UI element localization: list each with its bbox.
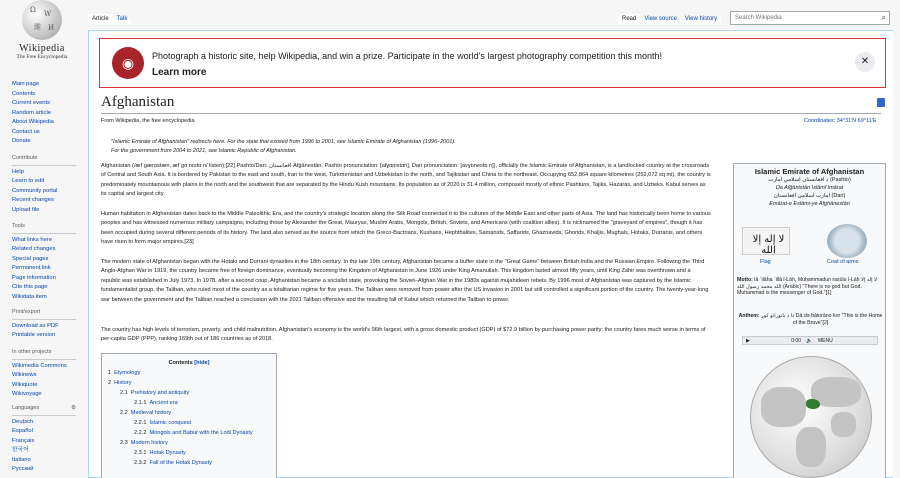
nav-print-heading: Print/export	[12, 308, 76, 320]
lang-espanol[interactable]: Español	[12, 428, 33, 434]
nav-download-pdf[interactable]: Download as PDF	[12, 322, 59, 329]
gear-icon[interactable]: ⚙	[71, 405, 76, 411]
nav-community-portal[interactable]: Community portal	[12, 187, 58, 194]
nav-printable-version[interactable]: Printable version	[12, 332, 56, 338]
lang-italiano[interactable]: Italiano	[12, 456, 31, 463]
volume-icon[interactable]: 🔈	[806, 338, 813, 344]
toc-item[interactable]: 2.2.1 Islamic conquest	[134, 420, 192, 426]
toc-item[interactable]: 2 History	[108, 380, 132, 386]
tagline: From Wikipedia, the free encyclopedia	[101, 118, 195, 124]
nav-wikivoyage[interactable]: Wikivoyage	[12, 391, 42, 397]
tab-talk[interactable]: Talk	[113, 14, 132, 24]
coordinates-link[interactable]: Coordinates: 34°31′N 69°11′E	[804, 118, 877, 124]
hatnote-redirect: "Islamic Emirate of Afghanistan" redirects here. For the state that existed from 1996 to 2001, see Islamic Emirate of Afghanistan (1996–2001).	[111, 139, 456, 145]
main-content	[88, 30, 893, 478]
hatnote-republic: For the government from 2004 to 2021, see Islamic Republic of Afghanistan.	[111, 148, 297, 154]
nav-about[interactable]: About Wikipedia	[12, 119, 54, 125]
search-input[interactable]: Search Wikipedia ⌕	[730, 11, 890, 25]
infobox	[733, 163, 886, 478]
toc-item[interactable]: 1 Etymology	[108, 370, 141, 376]
nav-donate[interactable]: Donate	[12, 138, 31, 144]
motto: Motto: lā ʾilāha ʾillā l-Lāh, Muḥammadun rasūlu l-Lāh لا إله إلا الله محمد رسول الله (Arabic) "There is no god but God. Muhammad is the messenger of God."[1]	[737, 277, 878, 296]
nav-main	[12, 80, 54, 147]
nav-current-events[interactable]: Current events	[12, 100, 51, 106]
photo-contest-banner	[99, 38, 886, 88]
flag-image[interactable]: لا إله إلا الله	[742, 227, 790, 255]
infobox-title: Islamic Emirate of Afghanistan	[754, 167, 865, 176]
wikipedia-logo[interactable]	[10, 0, 74, 70]
toc-item[interactable]: 2.3.2 Fall of the Hotak Dynasty	[134, 460, 212, 466]
nav-recent-changes[interactable]: Recent changes	[12, 197, 54, 203]
lock-icon[interactable]	[877, 98, 885, 107]
coat-of-arms-image[interactable]	[827, 224, 867, 258]
lang-russian[interactable]: Русский	[12, 466, 34, 472]
intro-paragraph-3: The modern state of Afghanistan began with the Hotaki and Durrani dynasties in the 18th century. In the late 19th century, Afghanistan became a buffer state in the "Great Game" between British India and the Russian Empire. Following the Third Anglo-Afghan War in 1919, the country became free of foreign dominance, eventually becoming the Kingdom of Afghanistan in June 1926 under King Amanullah. This kingdom lasted almost fifty years, until King Zahir was overthrown and a republic was established in July 1973. In 1978, after a second coup, Afghanistan became a socialist state, provoking the Soviet–Afghan War in the 1980s against mujahideen rebels. By 1996 most of Afghanistan was captured by the Islamic fundamentalist group, the Taliban, who ruled most of the country as a totalitarian regime for five years. The Taliban were removed from power after the US invasion in 2001 but still controlled a significant portion of the country. The twenty-year-long war between the government and the Taliban reached a conclusion with the 2021 Taliban offensive and the resulting fall of Kabul which returned the Taliban to power.	[101, 259, 709, 303]
toc-item[interactable]: 2.3 Modern history	[120, 440, 168, 446]
puzzle-globe-icon: Ω W 維 И	[22, 0, 62, 40]
page-title: Afghanistan	[101, 94, 881, 114]
coat-of-arms-label[interactable]: Coat of arms	[827, 259, 859, 265]
lang-deutsch[interactable]: Deutsch	[12, 418, 34, 425]
lang-francais[interactable]: Français	[12, 437, 35, 444]
banner-text: Photograph a historic site, help Wikipedia, and win a prize. Participate in the world's largest photography competition this month!	[152, 51, 662, 61]
infobox-dari: امارت اسلامی افغانستان (Dari)	[773, 193, 846, 199]
intro-paragraph-1: Afghanistan (/æfˈɡænɪstæn, æfˈɡɑːnɪstɑːn/ listen);[22] Pashto/Dari: افغانستان Afġānestān, Pashto pronunciation: [afɣɑnistɑn], Dari pronunciation: [avɣɒnestɒːn]), officially the Islamic Emirate of Afghanistan, is a landlocked country at the crossroads of Central and South Asia. It is bordered by Pakistan to the east and south, Iran to the west, Turkmenistan and Uzbekistan to the north, and Tajikistan and China to the northeast. Occupying 652,864 square kilometres (252,072 sq mi), the country is predominately mountainous with plains in the north and the southwest that are separated by the Hindu Kush mountains. Its population as of 2020 is 31.4 million, composed mostly of ethnic Pashtuns, Tajiks, Hazaras, and Uzbeks. Kabul serves as its capital and largest city.	[101, 163, 711, 198]
location-globe-map[interactable]	[750, 356, 872, 478]
nav-contribute	[12, 154, 76, 215]
toc-item[interactable]: 2.2 Medieval history	[120, 410, 172, 416]
nav-wikinews[interactable]: Wikinews	[12, 372, 37, 378]
nav-languages	[12, 404, 76, 475]
nav-upload-file[interactable]: Upload file	[12, 206, 40, 213]
learn-more-link[interactable]: Learn more	[152, 67, 207, 78]
nav-related-changes[interactable]: Related changes	[12, 246, 56, 252]
nav-tools-heading: Tools	[12, 222, 76, 234]
afghanistan-highlight	[806, 399, 820, 409]
nav-commons[interactable]: Wikimedia Commons	[12, 362, 67, 369]
hatnote	[111, 138, 711, 156]
close-icon[interactable]: ✕	[855, 52, 875, 72]
view-tabs	[618, 14, 721, 24]
nav-permanent-link[interactable]: Permanent link	[12, 265, 51, 271]
nav-what-links-here[interactable]: What links here	[12, 236, 52, 243]
nav-random-article[interactable]: Random article	[12, 109, 51, 116]
nav-tools	[12, 222, 76, 302]
toc-item[interactable]: 2.1 Prehistory and antiquity	[120, 390, 190, 396]
audio-player	[742, 336, 878, 345]
logo-tagline: The Free Encyclopedia	[16, 54, 68, 60]
toc-hide-link[interactable]: [hide]	[194, 360, 210, 366]
nav-main-page[interactable]: Main page	[12, 81, 40, 87]
nav-wikidata-item[interactable]: Wikidata item	[12, 293, 47, 300]
logo-wordmark: Wikipedia	[19, 43, 65, 54]
infobox-dari-latin: Emārat-e Eslāmi-ye Afghānestān	[769, 201, 850, 207]
nav-contents[interactable]: Contents	[12, 90, 36, 97]
nav-projects-heading: In other projects	[12, 348, 76, 360]
toc-item[interactable]: 2.2.2 Mongols and Babur with the Lodi Dynasty	[134, 430, 253, 436]
nav-page-information[interactable]: Page information	[12, 274, 56, 281]
nav-learn-to-edit[interactable]: Learn to edit	[12, 178, 45, 184]
camera-icon: ◉	[112, 47, 144, 79]
nav-print	[12, 308, 76, 341]
nav-special-pages[interactable]: Special pages	[12, 255, 49, 262]
nav-wikiquote[interactable]: Wikiquote	[12, 381, 38, 388]
tab-read[interactable]: Read	[618, 14, 640, 24]
tab-article[interactable]: Article	[88, 14, 113, 24]
table-of-contents	[101, 353, 277, 478]
namespace-tabs	[88, 14, 131, 24]
lang-korean[interactable]: 한국어	[12, 447, 29, 453]
tab-view-history[interactable]: View history	[681, 14, 721, 24]
top-bar	[88, 0, 900, 30]
sidebar	[0, 0, 88, 478]
toc-item[interactable]: 2.1.1 Ancient era	[134, 400, 178, 406]
nav-contribute-heading: Contribute	[12, 154, 76, 166]
nav-projects	[12, 348, 76, 400]
nav-help[interactable]: Help	[12, 168, 24, 175]
anthem: Anthem: دا د باتورانو کور Dā də bātorāno kor "This is the Home of the Brave"[2]	[738, 313, 883, 326]
infobox-pashto: د افغانستان اسلامي امارت (Pashto)	[768, 177, 851, 183]
intro-paragraph-2: Human habitation in Afghanistan dates back to the Middle Paleolithic Era, and the country's strategic location along the Silk Road connected it to the cultures of the Middle East and other parts of Asia. The land has historically been home to various peoples and has witnessed numerous military campaigns, including those by Alexander the Great, Mauryas, Muslim Arabs, Mongols, British, Soviets, and Americans (with coalition allies). It is nicknamed the "graveyard of empires", though it has been occupied during several different periods of its history. The land also served as the source from which the Greco-Bactrians, Kushans, Hephthalites, Samanids, Saffarids, Ghaznavids, Ghorids, Khaljis, Mughals, Hotaks, Durranis, and others have risen to form major empires.[23]	[101, 211, 711, 246]
intro-paragraph-4: The country has high levels of terrorism, poverty, and child malnutrition. Afghanistan's economy is the world's 96th largest, with a gross domestic product (GDP) of $72.9 billion by purchasing power parity; the country fares much worse in terms of per-capita GDP (PPP), ranking 169th out of 186 countries as of 2018.	[101, 327, 706, 343]
flag-label[interactable]: Flag	[760, 259, 771, 265]
play-icon[interactable]: ▶	[746, 338, 750, 344]
toc-title: Contents [hide]	[168, 360, 210, 366]
infobox-pashto-latin: Da Afğānistān Islāmī Imārat	[775, 185, 844, 191]
tab-view-source[interactable]: View source	[640, 14, 681, 24]
nav-contact[interactable]: Contact us	[12, 128, 40, 135]
toc-item[interactable]: 2.3.1 Hotak Dynasty	[134, 450, 186, 456]
nav-languages-heading: Languages ⚙	[12, 404, 76, 416]
nav-cite-page[interactable]: Cite this page	[12, 284, 48, 290]
search-icon[interactable]: ⌕	[881, 13, 886, 22]
player-menu-button[interactable]: MENU	[818, 338, 833, 344]
player-time: 0:00	[791, 338, 801, 344]
